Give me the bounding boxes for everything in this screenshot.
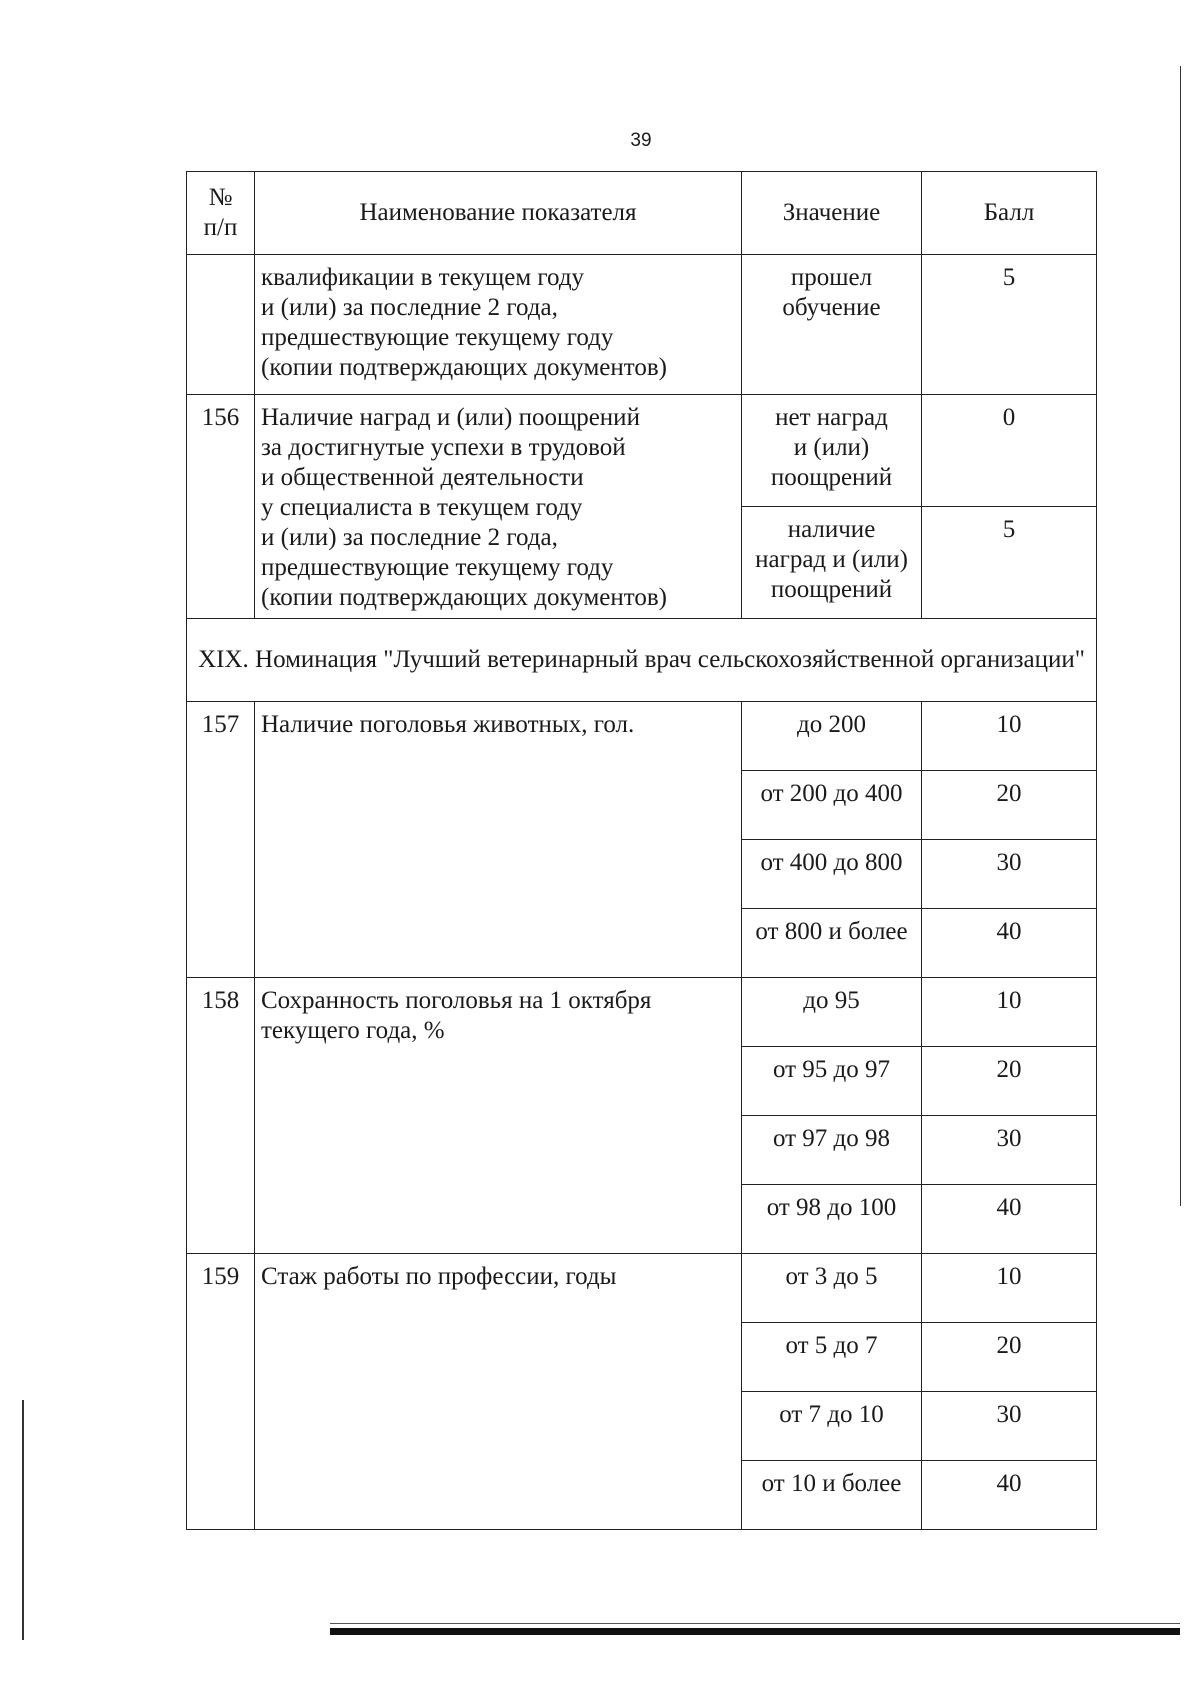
- row-value: от 800 и более: [742, 909, 922, 978]
- row-name: квалификации в текущем году и (или) за последние 2 года, предшествующие текущему году (копии подтверждающих документов): [255, 255, 742, 395]
- row-score: 10: [922, 978, 1097, 1047]
- scan-edge-right: [1180, 66, 1181, 1206]
- row-score: 5: [922, 255, 1097, 395]
- header-value: Значение: [742, 172, 922, 255]
- section-title: XIX. Номинация "Лучший ветеринарный врач сельскохозяйственной организации": [187, 619, 1097, 702]
- row-score: 20: [922, 1323, 1097, 1392]
- row-value: от 98 до 100: [742, 1185, 922, 1254]
- row-name: Наличие поголовья животных, гол.: [255, 702, 742, 978]
- page-number: 39: [630, 130, 652, 151]
- row-score: 30: [922, 840, 1097, 909]
- table-row: [187, 255, 1097, 395]
- row-value: прошел обучение: [742, 255, 922, 395]
- row-value: от 95 до 97: [742, 1047, 922, 1116]
- row-score: 10: [922, 702, 1097, 771]
- table-row: [187, 395, 1097, 507]
- row-value: от 7 до 10: [742, 1392, 922, 1461]
- row-value: от 10 и более: [742, 1461, 922, 1530]
- criteria-table: [186, 171, 1097, 1530]
- row-num: 158: [187, 978, 255, 1254]
- row-value: от 200 до 400: [742, 771, 922, 840]
- row-score: 20: [922, 1047, 1097, 1116]
- row-score: 40: [922, 1461, 1097, 1530]
- row-value: от 5 до 7: [742, 1323, 922, 1392]
- row-num: 157: [187, 702, 255, 978]
- table-row: [187, 702, 1097, 771]
- scan-edge-bottom: [330, 1628, 1180, 1635]
- row-value: до 95: [742, 978, 922, 1047]
- header-score: Балл: [922, 172, 1097, 255]
- scan-edge-left: [22, 1400, 24, 1640]
- header-name: Наименование показателя: [255, 172, 742, 255]
- row-score: 30: [922, 1116, 1097, 1185]
- header-num: № п/п: [187, 172, 255, 255]
- row-name: Сохранность поголовья на 1 октября текущего года, %: [255, 978, 742, 1254]
- row-score: 10: [922, 1254, 1097, 1323]
- table-header-row: [187, 172, 1097, 255]
- row-value: до 200: [742, 702, 922, 771]
- row-value: от 400 до 800: [742, 840, 922, 909]
- row-name: Стаж работы по профессии, годы: [255, 1254, 742, 1530]
- row-score: 40: [922, 909, 1097, 978]
- table-row: [187, 1254, 1097, 1323]
- row-num: 159: [187, 1254, 255, 1530]
- scan-edge-bottom-thin: [330, 1623, 1180, 1624]
- row-score: 5: [922, 507, 1097, 619]
- row-value: от 97 до 98: [742, 1116, 922, 1185]
- row-score: 20: [922, 771, 1097, 840]
- table-row: [187, 978, 1097, 1047]
- row-value: нет наград и (или) поощрений: [742, 395, 922, 507]
- row-name: Наличие наград и (или) поощрений за достигнутые успехи в трудовой и общественной деятельности у специалиста в текущем году и (или) за последние 2 года, предшествующие текущему году (копии подтверждающих документов): [255, 395, 742, 619]
- row-score: 40: [922, 1185, 1097, 1254]
- row-score: 30: [922, 1392, 1097, 1461]
- row-num: 156: [187, 395, 255, 619]
- row-score: 0: [922, 395, 1097, 507]
- row-num: [187, 255, 255, 395]
- section-row: [187, 619, 1097, 702]
- row-value: от 3 до 5: [742, 1254, 922, 1323]
- row-value: наличие наград и (или) поощрений: [742, 507, 922, 619]
